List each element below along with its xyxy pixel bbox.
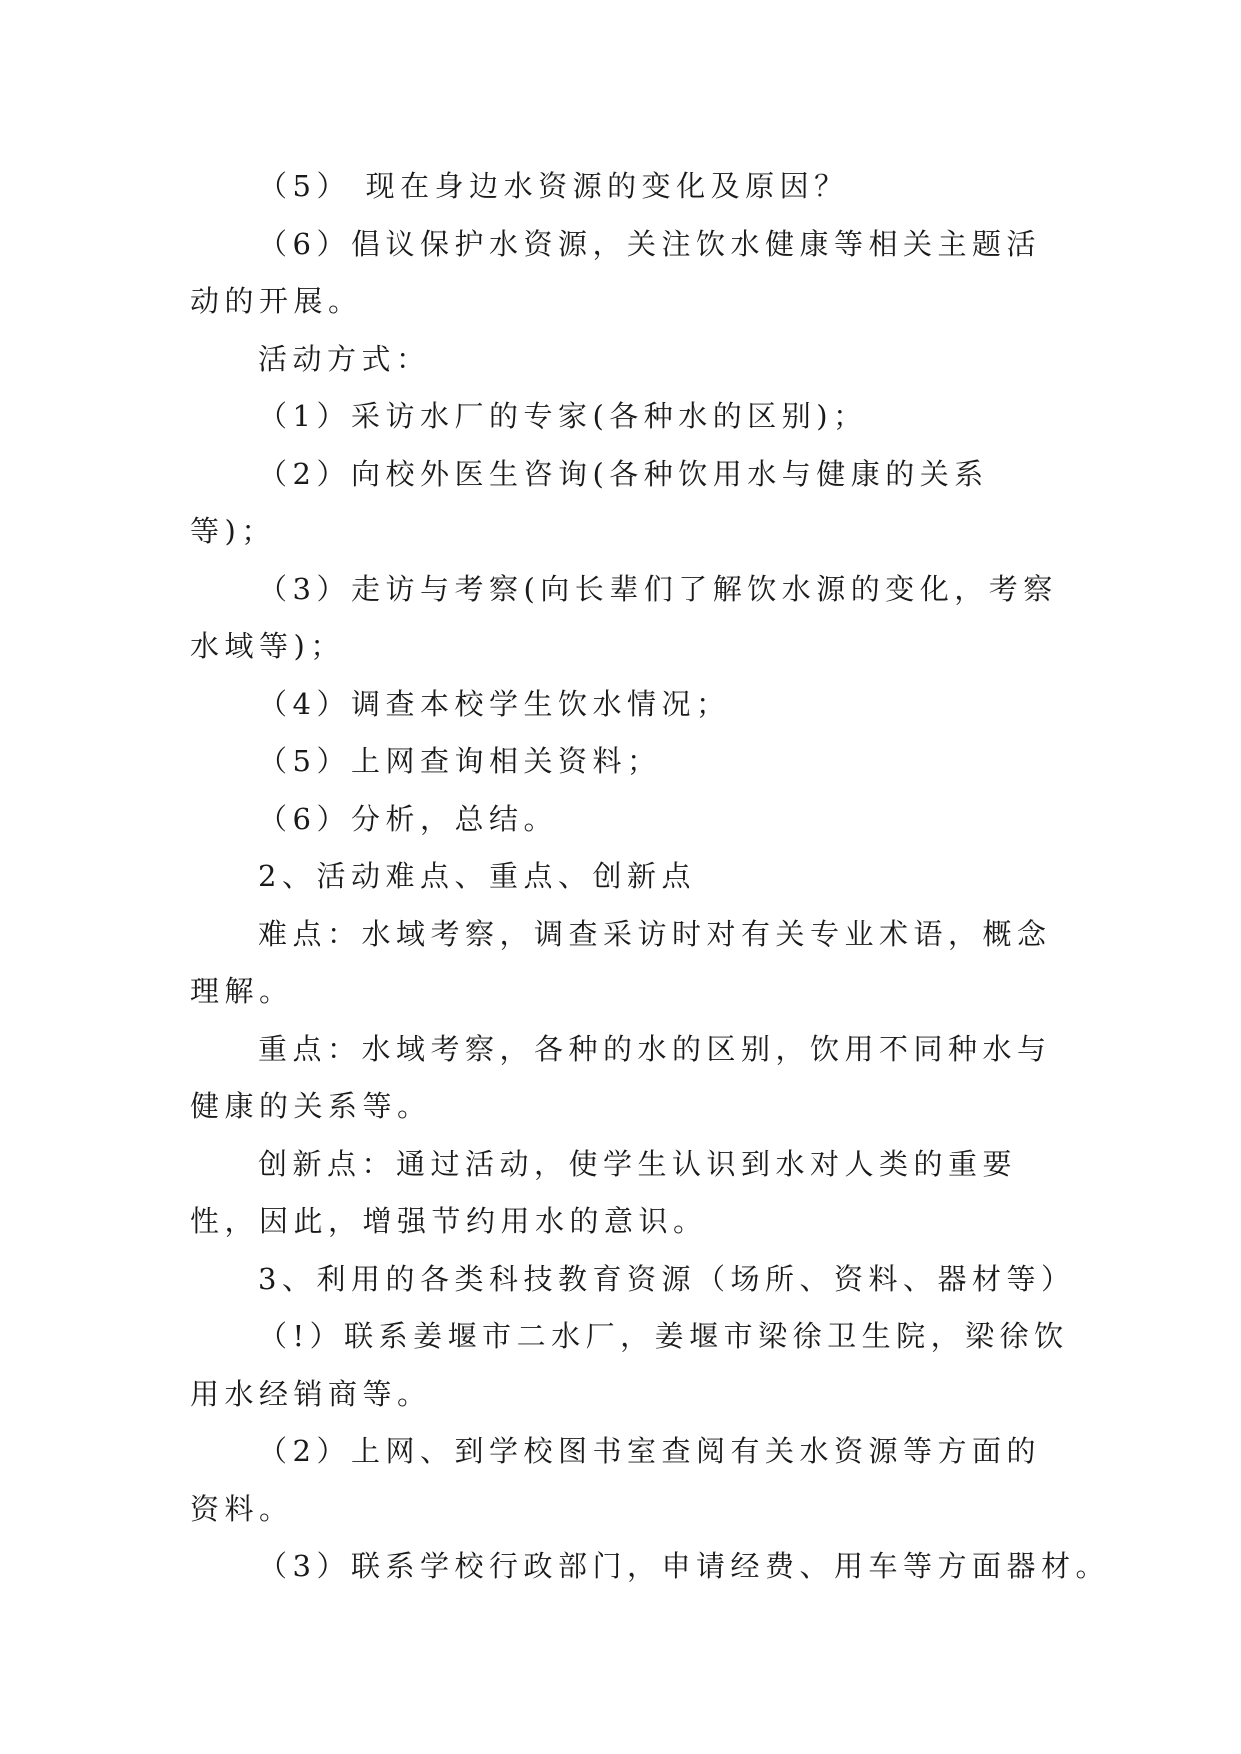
section-heading-2: 2、活动难点、重点、创新点 bbox=[258, 859, 696, 893]
paragraph-method-5: （5）上网查询相关资料； bbox=[258, 744, 662, 778]
paragraph-method-1: （1）采访水厂的专家(各种水的区别)； bbox=[258, 399, 868, 433]
paragraph-method-3: （3）走访与考察(向长辈们了解饮水源的变化，考察水域等)； bbox=[190, 571, 1058, 663]
paragraph-resource-1: （!）联系姜堰市二水厂，姜堰市梁徐卫生院，梁徐饮用水经销商等。 bbox=[190, 1319, 1069, 1411]
paragraph-resource-2: （2）上网、到学校图书室查阅有关水资源等方面的资料。 bbox=[190, 1434, 1041, 1526]
paragraph-method-6: （6）分析，总结。 bbox=[258, 801, 558, 836]
section-heading-3: 3、利用的各类科技教育资源（场所、资料、器材等） bbox=[258, 1261, 1076, 1296]
paragraph-method-4: （4）调查本校学生饮水情况； bbox=[258, 686, 731, 721]
paragraph-key-point: 重点：水域考察，各种的水的区别，饮用不同种水与健康的关系等。 bbox=[190, 1031, 1052, 1123]
paragraph-activity-methods-heading: 活动方式： bbox=[258, 341, 431, 376]
paragraph-method-2: （2）向校外医生咨询(各种饮用水与健康的关系等)； bbox=[190, 456, 989, 548]
paragraph-innovation: 创新点：通过活动，使学生认识到水对人类的重要性，因此，增强节约用水的意识。 bbox=[190, 1146, 1018, 1238]
paragraph-question-6: （6）倡议保护水资源，关注饮水健康等相关主题活动的开展。 bbox=[190, 226, 1041, 318]
paragraph-question-5: （5） 现在身边水资源的变化及原因？ bbox=[258, 169, 849, 203]
document-body bbox=[190, 158, 1110, 1596]
paragraph-difficulty: 难点：水域考察，调查采访时对有关专业术语，概念理解。 bbox=[190, 916, 1052, 1008]
paragraph-resource-3: （3）联系学校行政部门，申请经费、用车等方面器材。 bbox=[258, 1549, 1110, 1583]
